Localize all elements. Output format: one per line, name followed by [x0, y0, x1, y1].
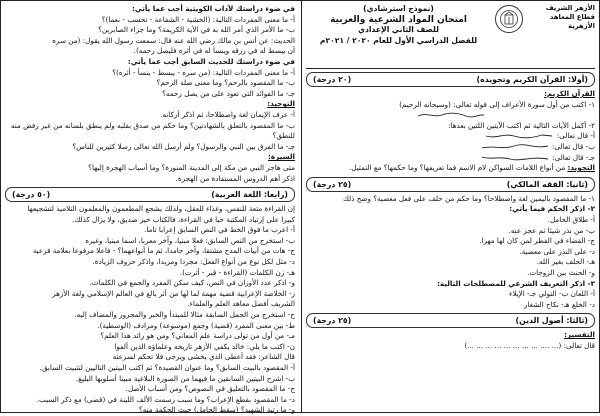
tajweed-question: من أنواع اللامات السواكن لام الاسم فما تعريفها؟ وما حكمها؟ مع التمثيل. [348, 163, 566, 173]
question-line: ب- ما المقصود بالتعلق بالشهادتين؟ وما حكم من صدق بقلبه ولم ينطق بلسانه من غير رفض منه [10, 120, 295, 130]
exam-header [306, 4, 595, 69]
question-line: هـ- زن الكلمات (القراءة - قبر - أثرت). [179, 267, 295, 277]
question-line: اذكر أهم الدروس المستفادة من الهجرة. [175, 173, 295, 183]
question-line: د- ما المقصود بقطع الإعراب؟ وما سبب رسمت الألف اللينة في (قضى) مع ذكر السبب. [36, 394, 295, 404]
subheading-tawheed: التوحيد: [267, 99, 295, 109]
question-line: أ- اللعان ب- التولي جـ- الإيلاء [508, 289, 595, 299]
question-line: ن- اكتب ما يلي: خالد يكفي الأزهر تاريخه وعلماؤه الذين ألفوا [114, 341, 295, 351]
question-line: كبيرا على إرتياد المكتبة حبا في القراءة، فالكتاب خير صديق، ولا يزال كذلك. [72, 214, 295, 224]
model-label: (نموذج استرشادي) [363, 4, 434, 13]
question-line: د- الخلع هـ- نكاح الشغار [524, 299, 595, 309]
question-line: أن يبسط له في رزقه وينسأ له في أثره فليصل رحمه). [133, 46, 295, 56]
question-line: ٢- أكمل الآيات التالية ثم اكتب الآيتين اللتين بعدها: [448, 120, 595, 130]
institution-line: الأزهر الشريف [545, 4, 595, 12]
institution-block [527, 4, 595, 31]
question-line: د- على النذر على معصية. [519, 246, 595, 256]
section-fiqh-header [306, 177, 595, 192]
subheading-tafseer: التفسير: [564, 330, 595, 340]
question-line: أ- اعرب ما فوق الخط في النص السابق إعرابا تاما. [144, 225, 295, 235]
section-grade: (٢٥ درجة) [313, 179, 352, 189]
section-arabic-header [5, 187, 295, 202]
question-line: ١- اكتب من أول سورة الأعراف إلى قوله تعالى: (وسبحانه الرحيم) [399, 99, 595, 109]
subheading-quran: القرآن الكريم: [544, 89, 595, 98]
question-line: ٣- اذكر التعريف الشرعي للمصطلحات التالية: [437, 278, 595, 288]
subheading-tajweed: التجويد: [567, 163, 595, 173]
section-title: (ثالثا: أصول الدين) [515, 316, 588, 326]
question-line: قال الشاعر: فقد أعطى الذي يخشى ويرجى فلا تحكم لسرعته [112, 352, 295, 362]
exam-title-block [306, 4, 491, 46]
question-line: و- اذكر عدد الأوزان في النص، كيف سكن المفرد والجمع في الكلمات. [89, 278, 295, 288]
question-line: ب- ما المقصود بالرحم؟ وما معنى صلة الرحم؟ [156, 78, 295, 88]
question-line: قال تعالى: (... .... ... ... ... ... ... ... ... ...) [464, 340, 595, 350]
question-line [306, 131, 595, 142]
question-line: ح- استخرج من الجمل السابقة مثالا للمبتدأ والخبر والمجرور والمضاف إليه. [74, 310, 295, 320]
right-column [301, 1, 599, 412]
question-line: للنطق؟ [272, 131, 295, 141]
section-title: (أولا: القرآن الكريم وتجويده) [476, 75, 588, 84]
handwritten-verse-icon [306, 110, 595, 121]
question-line: الشريف أفضل معاهد العلم والعلماء. [187, 299, 295, 309]
section-title: (ثانيا: الفقه المالكي) [506, 179, 588, 189]
question-part: ب- قال تعالى: [551, 141, 595, 151]
left-column [1, 1, 299, 415]
question-line: ط- بين معنى المفرد (قضية) وجمع (موسوعة) ومرادف (الوسطية). [97, 320, 295, 330]
question-line: ز- الخلاصة الإعرابية قضية مهمة لما لها من أثر بالغ في العالم الإسلامي ولغة الأزهر [52, 288, 295, 298]
question-line: ج- ما المقصود بالتعليق في النصوص؟ ومن أسباب الأصل. [125, 384, 295, 394]
question-part: أ- قال تعالى: [556, 131, 595, 141]
question-line: ب- استخرج من النص السابق: فعلا مبنيا، وآخر معربا، اسما مبنيا، وغيره [85, 235, 295, 245]
section-grade: (٢٥ درجة) [313, 316, 352, 326]
section-title: (رابعا: اللغة العربية) [211, 190, 288, 200]
question-line: ج- هات من أبيات المدح مشتقا، وآخر جامدا، ثم ما أنواعهما؟ - فاعلا مرفوعا بعلامة فرعية [32, 246, 295, 256]
question-line: متى هاجر النبي من مكة إلى المدينة المنورة؟ وما أسباب الهجرة إليها؟ [88, 162, 295, 172]
question-line: ج- القضاء في الفطر لمن كان لها مهرا. [479, 236, 595, 246]
question-line: جـ- ما الفوائد التي تعود على من يصل رحمه؟ [162, 88, 295, 98]
question-line: أ- طلاق الحامل. [547, 214, 595, 224]
question-line: و- ما رتبة الشهيد؟ (سقط الحامل) حيث الحكمة منه؟ [138, 405, 295, 415]
question-line [306, 163, 595, 174]
verse-script-icon [484, 132, 554, 140]
section-grade: (٥٠ درجة) [12, 190, 51, 200]
azhar-logo-icon [495, 5, 523, 33]
question-line: أ- عرف الإيمان لغة واصطلاحا، ثم اذكر أركانه. [160, 109, 295, 119]
question-line: مـ- من أول من تولى دراسة علم المعاني؟ ومن هو رائد هذا العلم؟ [100, 331, 295, 341]
section-grade: (٢٠ درجة) [313, 75, 352, 84]
question-line: أ- المقصود بالبيت السابق؟ وما عنوان القصيدة؟ ثم اكتب البيتين التاليين لتثبيت السابق. [39, 363, 295, 372]
section-quran-header [306, 72, 595, 87]
question-line: ب- اشرح البيتين السابقين ما فيهما من الصورة البلاغية مبينا أسلوبها البليغ. [75, 373, 295, 383]
question-line: إن القراءة متعة للنفس، وغذاء للعقل، ولذلك يشجع المطعمون والمعلمون التلاميذ لتشجيعها [27, 204, 295, 214]
question-line: هـ- الحلف بغير الله. [536, 257, 595, 267]
subheading-seerah: السيرة: [268, 152, 295, 162]
verse-script-icon [480, 143, 550, 151]
question-line: ١- ما المقصود باليمين لغة واصطلاحا؟ وما حكم من حلف على فعل معصية؟ وضح ذلك [342, 193, 595, 203]
verse-script-icon [480, 154, 550, 162]
question-line: في ضوء دراستك للحديث السابق أجب عما يأتي: [127, 56, 295, 66]
question-line: في ضوء دراستك لآداب الكويتية أجب عما يأتي: [131, 4, 295, 13]
question-line: ٢- اذكر الحكم فيما يأتي: [509, 204, 595, 214]
question-part: جـ- قال تعالى: [552, 152, 595, 162]
term-year: للفصل الدراسي الأول للعام ٢٠٢٠ / ٢٠٢١م [319, 35, 478, 45]
question-line: أ- ما معنى المفردات التالية: (الخشية - الشفاعة - تحسب - نعما)؟ [101, 14, 295, 24]
exam-title: امتحان المواد الشرعية والعربية [330, 14, 467, 25]
question-line: ب- من نذر شيئا ثم عجز عنه. [508, 225, 595, 235]
question-line [306, 142, 595, 153]
question-line: جـ- ما الفرق بين النبي والرسول؟ ولم أرسل الله تعالى رسلا كثيرين للناس؟ [72, 141, 295, 151]
grade-level: للصف الثاني الإعدادي [358, 25, 439, 34]
question-line [306, 153, 595, 164]
question-line: د- مثل لكل نوع من أنواع الفعل: مجردا ومزيدا، واذكر حروف الزيادة. [92, 257, 295, 267]
question-line: الحديث: عن أنس بن مالك رضي الله عنه قال: سمعت رسول الله يقول: (من سره [52, 35, 295, 45]
question-line: و- الحنث بين الزوجات. [527, 267, 595, 277]
institution-line: قطاع المعاهد الأزهرية [549, 13, 595, 30]
question-line: ب- ما الأمر الذي أمر الله به في الآية الكريمة؟ وما جزاء الصابرين؟ [98, 25, 295, 35]
section-usul-header [306, 313, 595, 328]
question-line: أ- ما معنى المفردات التالية: (من سره - يبسط - ينسأ - أثره)؟ [112, 67, 295, 77]
